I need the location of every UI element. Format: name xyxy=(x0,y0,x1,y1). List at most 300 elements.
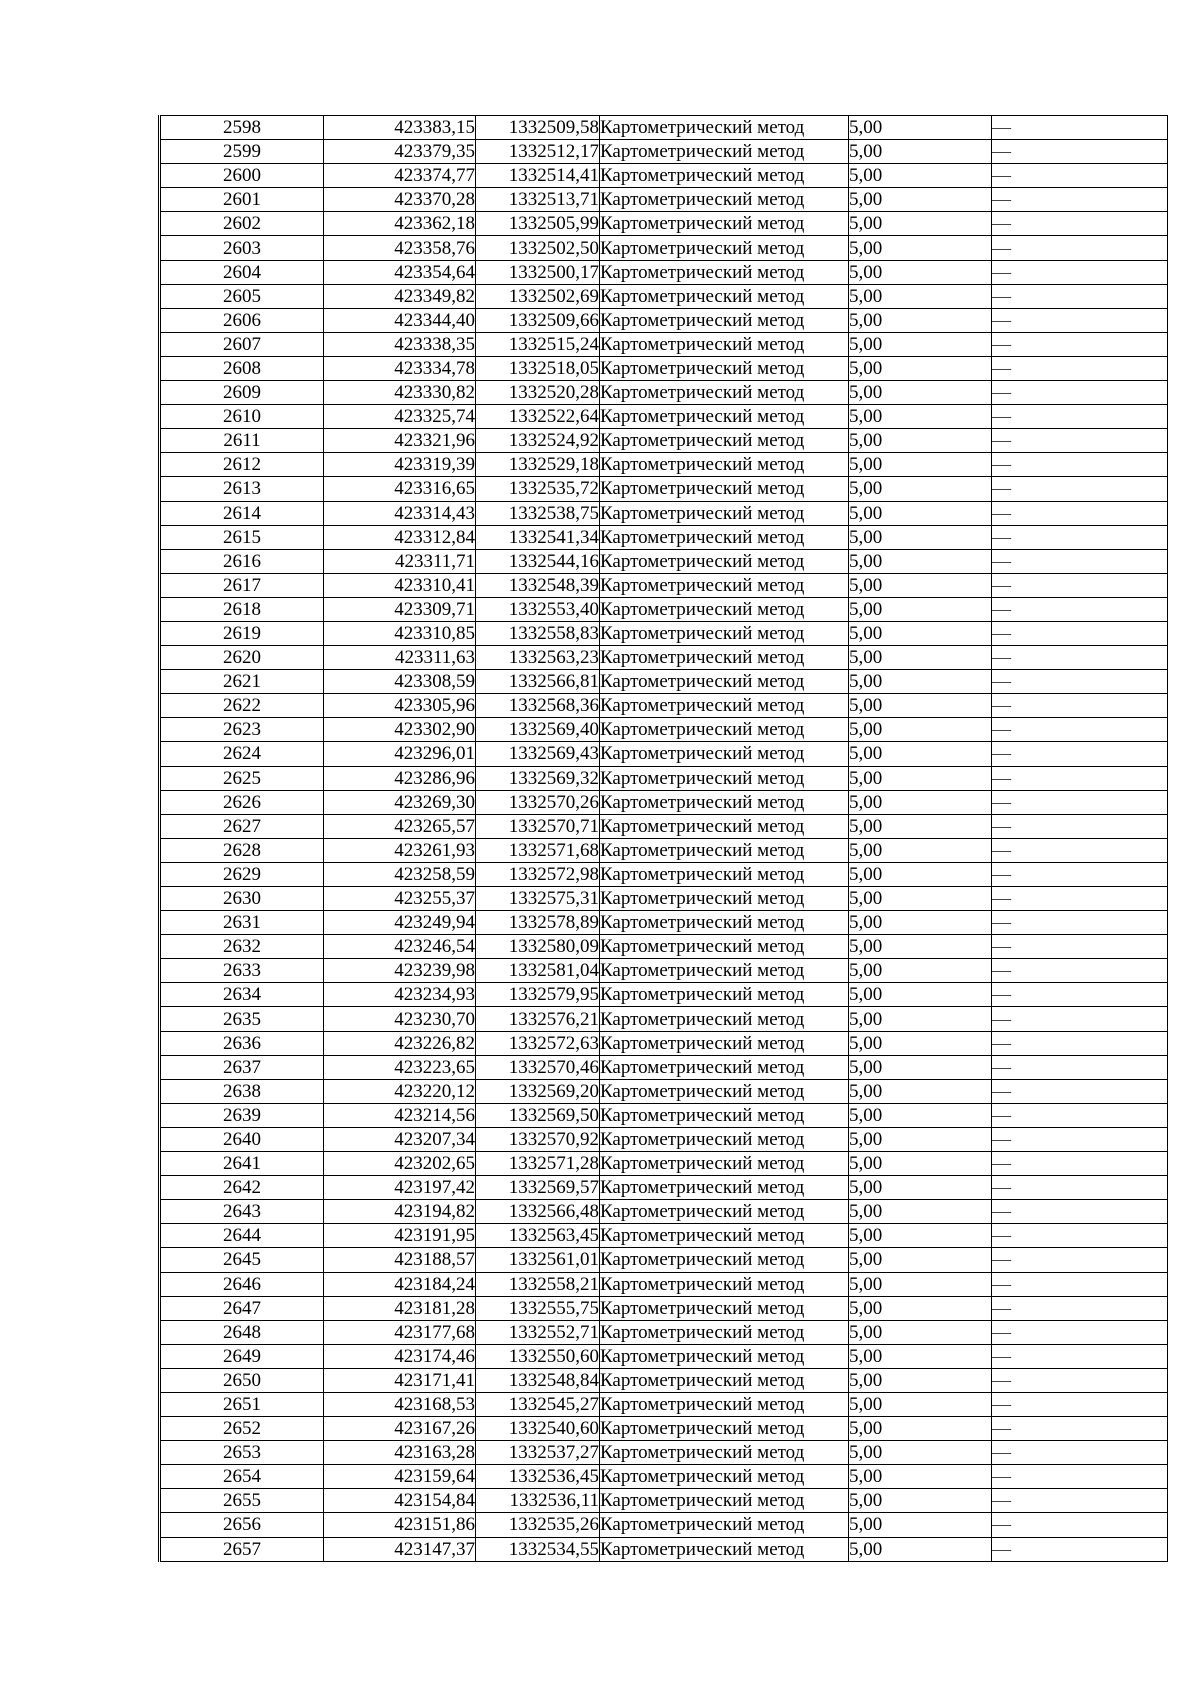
table-row xyxy=(160,814,1168,838)
x-coordinate-cell: 423214,56 xyxy=(324,1103,476,1127)
point-number-cell: 2615 xyxy=(160,525,324,549)
point-number-cell: 2628 xyxy=(160,838,324,862)
accuracy-cell: 5,00 xyxy=(849,887,992,911)
note-cell: — xyxy=(992,959,1168,983)
method-cell: Картометрический метод xyxy=(600,429,849,453)
y-coordinate-cell: 1332544,16 xyxy=(476,549,600,573)
method-cell: Картометрический метод xyxy=(600,405,849,429)
note-cell: — xyxy=(992,935,1168,959)
point-number-cell: 2614 xyxy=(160,501,324,525)
method-cell: Картометрический метод xyxy=(600,1368,849,1392)
point-number-cell: 2623 xyxy=(160,718,324,742)
method-cell: Картометрический метод xyxy=(600,718,849,742)
x-coordinate-cell: 423191,95 xyxy=(324,1224,476,1248)
table-row xyxy=(160,1176,1168,1200)
x-coordinate-cell: 423261,93 xyxy=(324,838,476,862)
y-coordinate-cell: 1332553,40 xyxy=(476,597,600,621)
table-row xyxy=(160,597,1168,621)
y-coordinate-cell: 1332570,71 xyxy=(476,814,600,838)
y-coordinate-cell: 1332529,18 xyxy=(476,453,600,477)
y-coordinate-cell: 1332581,04 xyxy=(476,959,600,983)
table-row xyxy=(160,1079,1168,1103)
accuracy-cell: 5,00 xyxy=(849,621,992,645)
note-cell: — xyxy=(992,621,1168,645)
accuracy-cell: 5,00 xyxy=(849,308,992,332)
accuracy-cell: 5,00 xyxy=(849,453,992,477)
x-coordinate-cell: 423349,82 xyxy=(324,284,476,308)
note-cell: — xyxy=(992,1489,1168,1513)
y-coordinate-cell: 1332509,58 xyxy=(476,116,600,140)
accuracy-cell: 5,00 xyxy=(849,1392,992,1416)
y-coordinate-cell: 1332545,27 xyxy=(476,1392,600,1416)
table-row xyxy=(160,1152,1168,1176)
method-cell: Картометрический метод xyxy=(600,116,849,140)
x-coordinate-cell: 423258,59 xyxy=(324,862,476,886)
point-number-cell: 2648 xyxy=(160,1320,324,1344)
y-coordinate-cell: 1332566,81 xyxy=(476,670,600,694)
y-coordinate-cell: 1332540,60 xyxy=(476,1417,600,1441)
table-row xyxy=(160,477,1168,501)
table-row xyxy=(160,525,1168,549)
table-row xyxy=(160,1055,1168,1079)
point-number-cell: 2619 xyxy=(160,621,324,645)
note-cell: — xyxy=(992,260,1168,284)
accuracy-cell: 5,00 xyxy=(849,1031,992,1055)
method-cell: Картометрический метод xyxy=(600,381,849,405)
note-cell: — xyxy=(992,766,1168,790)
table-row xyxy=(160,1392,1168,1416)
table-row xyxy=(160,621,1168,645)
method-cell: Картометрический метод xyxy=(600,525,849,549)
table-row xyxy=(160,959,1168,983)
table-row xyxy=(160,188,1168,212)
y-coordinate-cell: 1332524,92 xyxy=(476,429,600,453)
accuracy-cell: 5,00 xyxy=(849,549,992,573)
point-number-cell: 2633 xyxy=(160,959,324,983)
y-coordinate-cell: 1332571,68 xyxy=(476,838,600,862)
point-number-cell: 2620 xyxy=(160,646,324,670)
note-cell: — xyxy=(992,1537,1168,1561)
method-cell: Картометрический метод xyxy=(600,1344,849,1368)
y-coordinate-cell: 1332518,05 xyxy=(476,356,600,380)
note-cell: — xyxy=(992,1441,1168,1465)
point-number-cell: 2639 xyxy=(160,1103,324,1127)
x-coordinate-cell: 423255,37 xyxy=(324,887,476,911)
note-cell: — xyxy=(992,1031,1168,1055)
note-cell: — xyxy=(992,1224,1168,1248)
x-coordinate-cell: 423194,82 xyxy=(324,1200,476,1224)
x-coordinate-cell: 423316,65 xyxy=(324,477,476,501)
point-number-cell: 2640 xyxy=(160,1127,324,1151)
table-row xyxy=(160,1296,1168,1320)
method-cell: Картометрический метод xyxy=(600,1320,849,1344)
point-number-cell: 2612 xyxy=(160,453,324,477)
x-coordinate-cell: 423358,76 xyxy=(324,236,476,260)
y-coordinate-cell: 1332520,28 xyxy=(476,381,600,405)
note-cell: — xyxy=(992,862,1168,886)
method-cell: Картометрический метод xyxy=(600,1296,849,1320)
accuracy-cell: 5,00 xyxy=(849,1248,992,1272)
note-cell: — xyxy=(992,140,1168,164)
accuracy-cell: 5,00 xyxy=(849,356,992,380)
method-cell: Картометрический метод xyxy=(600,887,849,911)
accuracy-cell: 5,00 xyxy=(849,525,992,549)
table-row xyxy=(160,116,1168,140)
table-row xyxy=(160,742,1168,766)
point-number-cell: 2617 xyxy=(160,573,324,597)
point-number-cell: 2622 xyxy=(160,694,324,718)
note-cell: — xyxy=(992,1392,1168,1416)
y-coordinate-cell: 1332568,36 xyxy=(476,694,600,718)
point-number-cell: 2636 xyxy=(160,1031,324,1055)
point-number-cell: 2616 xyxy=(160,549,324,573)
method-cell: Картометрический метод xyxy=(600,549,849,573)
table-row xyxy=(160,983,1168,1007)
method-cell: Картометрический метод xyxy=(600,1441,849,1465)
accuracy-cell: 5,00 xyxy=(849,766,992,790)
point-number-cell: 2599 xyxy=(160,140,324,164)
point-number-cell: 2618 xyxy=(160,597,324,621)
y-coordinate-cell: 1332536,45 xyxy=(476,1465,600,1489)
y-coordinate-cell: 1332535,26 xyxy=(476,1513,600,1537)
point-number-cell: 2627 xyxy=(160,814,324,838)
x-coordinate-cell: 423383,15 xyxy=(324,116,476,140)
x-coordinate-cell: 423354,64 xyxy=(324,260,476,284)
note-cell: — xyxy=(992,308,1168,332)
note-cell: — xyxy=(992,164,1168,188)
x-coordinate-cell: 423370,28 xyxy=(324,188,476,212)
point-number-cell: 2621 xyxy=(160,670,324,694)
note-cell: — xyxy=(992,501,1168,525)
accuracy-cell: 5,00 xyxy=(849,260,992,284)
note-cell: — xyxy=(992,236,1168,260)
accuracy-cell: 5,00 xyxy=(849,1152,992,1176)
y-coordinate-cell: 1332552,71 xyxy=(476,1320,600,1344)
note-cell: — xyxy=(992,1272,1168,1296)
accuracy-cell: 5,00 xyxy=(849,381,992,405)
y-coordinate-cell: 1332569,40 xyxy=(476,718,600,742)
x-coordinate-cell: 423184,24 xyxy=(324,1272,476,1296)
note-cell: — xyxy=(992,188,1168,212)
method-cell: Картометрический метод xyxy=(600,1248,849,1272)
y-coordinate-cell: 1332502,50 xyxy=(476,236,600,260)
point-number-cell: 2647 xyxy=(160,1296,324,1320)
table-row xyxy=(160,766,1168,790)
point-number-cell: 2653 xyxy=(160,1441,324,1465)
method-cell: Картометрический метод xyxy=(600,1055,849,1079)
y-coordinate-cell: 1332536,11 xyxy=(476,1489,600,1513)
table-row xyxy=(160,1007,1168,1031)
accuracy-cell: 5,00 xyxy=(849,332,992,356)
x-coordinate-cell: 423167,26 xyxy=(324,1417,476,1441)
point-number-cell: 2629 xyxy=(160,862,324,886)
note-cell: — xyxy=(992,356,1168,380)
point-number-cell: 2657 xyxy=(160,1537,324,1561)
accuracy-cell: 5,00 xyxy=(849,838,992,862)
accuracy-cell: 5,00 xyxy=(849,1320,992,1344)
y-coordinate-cell: 1332513,71 xyxy=(476,188,600,212)
point-number-cell: 2638 xyxy=(160,1079,324,1103)
method-cell: Картометрический метод xyxy=(600,1031,849,1055)
table-row xyxy=(160,164,1168,188)
y-coordinate-cell: 1332571,28 xyxy=(476,1152,600,1176)
table-row xyxy=(160,1344,1168,1368)
accuracy-cell: 5,00 xyxy=(849,1489,992,1513)
note-cell: — xyxy=(992,1417,1168,1441)
method-cell: Картометрический метод xyxy=(600,140,849,164)
accuracy-cell: 5,00 xyxy=(849,236,992,260)
x-coordinate-cell: 423374,77 xyxy=(324,164,476,188)
point-number-cell: 2643 xyxy=(160,1200,324,1224)
note-cell: — xyxy=(992,453,1168,477)
table-row xyxy=(160,308,1168,332)
x-coordinate-cell: 423265,57 xyxy=(324,814,476,838)
method-cell: Картометрический метод xyxy=(600,646,849,670)
point-number-cell: 2601 xyxy=(160,188,324,212)
point-number-cell: 2641 xyxy=(160,1152,324,1176)
note-cell: — xyxy=(992,1127,1168,1151)
accuracy-cell: 5,00 xyxy=(849,1272,992,1296)
point-number-cell: 2600 xyxy=(160,164,324,188)
y-coordinate-cell: 1332509,66 xyxy=(476,308,600,332)
point-number-cell: 2609 xyxy=(160,381,324,405)
point-number-cell: 2655 xyxy=(160,1489,324,1513)
method-cell: Картометрический метод xyxy=(600,1392,849,1416)
table-row xyxy=(160,1489,1168,1513)
note-cell: — xyxy=(992,525,1168,549)
method-cell: Картометрический метод xyxy=(600,308,849,332)
accuracy-cell: 5,00 xyxy=(849,1079,992,1103)
y-coordinate-cell: 1332572,98 xyxy=(476,862,600,886)
point-number-cell: 2645 xyxy=(160,1248,324,1272)
x-coordinate-cell: 423220,12 xyxy=(324,1079,476,1103)
note-cell: — xyxy=(992,646,1168,670)
table-row xyxy=(160,1537,1168,1561)
table-row xyxy=(160,429,1168,453)
method-cell: Картометрический метод xyxy=(600,1537,849,1561)
point-number-cell: 2650 xyxy=(160,1368,324,1392)
point-number-cell: 2630 xyxy=(160,887,324,911)
method-cell: Картометрический метод xyxy=(600,212,849,236)
x-coordinate-cell: 423362,18 xyxy=(324,212,476,236)
point-number-cell: 2625 xyxy=(160,766,324,790)
accuracy-cell: 5,00 xyxy=(849,501,992,525)
y-coordinate-cell: 1332563,23 xyxy=(476,646,600,670)
note-cell: — xyxy=(992,429,1168,453)
note-cell: — xyxy=(992,212,1168,236)
y-coordinate-cell: 1332558,21 xyxy=(476,1272,600,1296)
point-number-cell: 2651 xyxy=(160,1392,324,1416)
method-cell: Картометрический метод xyxy=(600,1224,849,1248)
x-coordinate-cell: 423310,41 xyxy=(324,573,476,597)
method-cell: Картометрический метод xyxy=(600,1272,849,1296)
method-cell: Картометрический метод xyxy=(600,621,849,645)
note-cell: — xyxy=(992,1200,1168,1224)
y-coordinate-cell: 1332576,21 xyxy=(476,1007,600,1031)
point-number-cell: 2632 xyxy=(160,935,324,959)
note-cell: — xyxy=(992,477,1168,501)
table-row xyxy=(160,935,1168,959)
point-number-cell: 2607 xyxy=(160,332,324,356)
y-coordinate-cell: 1332522,64 xyxy=(476,405,600,429)
accuracy-cell: 5,00 xyxy=(849,1368,992,1392)
method-cell: Картометрический метод xyxy=(600,1417,849,1441)
accuracy-cell: 5,00 xyxy=(849,1224,992,1248)
y-coordinate-cell: 1332569,20 xyxy=(476,1079,600,1103)
method-cell: Картометрический метод xyxy=(600,1152,849,1176)
x-coordinate-cell: 423319,39 xyxy=(324,453,476,477)
accuracy-cell: 5,00 xyxy=(849,718,992,742)
point-number-cell: 2654 xyxy=(160,1465,324,1489)
table-row xyxy=(160,1031,1168,1055)
method-cell: Картометрический метод xyxy=(600,1465,849,1489)
point-number-cell: 2626 xyxy=(160,790,324,814)
x-coordinate-cell: 423223,65 xyxy=(324,1055,476,1079)
x-coordinate-cell: 423310,85 xyxy=(324,621,476,645)
accuracy-cell: 5,00 xyxy=(849,284,992,308)
y-coordinate-cell: 1332580,09 xyxy=(476,935,600,959)
table-row xyxy=(160,1200,1168,1224)
accuracy-cell: 5,00 xyxy=(849,694,992,718)
method-cell: Картометрический метод xyxy=(600,1079,849,1103)
accuracy-cell: 5,00 xyxy=(849,116,992,140)
note-cell: — xyxy=(992,549,1168,573)
table-row xyxy=(160,718,1168,742)
x-coordinate-cell: 423311,71 xyxy=(324,549,476,573)
note-cell: — xyxy=(992,1368,1168,1392)
accuracy-cell: 5,00 xyxy=(849,1537,992,1561)
accuracy-cell: 5,00 xyxy=(849,814,992,838)
note-cell: — xyxy=(992,332,1168,356)
note-cell: — xyxy=(992,1007,1168,1031)
y-coordinate-cell: 1332514,41 xyxy=(476,164,600,188)
method-cell: Картометрический метод xyxy=(600,260,849,284)
accuracy-cell: 5,00 xyxy=(849,1007,992,1031)
x-coordinate-cell: 423197,42 xyxy=(324,1176,476,1200)
accuracy-cell: 5,00 xyxy=(849,1441,992,1465)
note-cell: — xyxy=(992,838,1168,862)
accuracy-cell: 5,00 xyxy=(849,429,992,453)
table-row xyxy=(160,381,1168,405)
point-number-cell: 2642 xyxy=(160,1176,324,1200)
y-coordinate-cell: 1332555,75 xyxy=(476,1296,600,1320)
method-cell: Картометрический метод xyxy=(600,790,849,814)
x-coordinate-cell: 423159,64 xyxy=(324,1465,476,1489)
table-row xyxy=(160,501,1168,525)
note-cell: — xyxy=(992,670,1168,694)
point-number-cell: 2644 xyxy=(160,1224,324,1248)
x-coordinate-cell: 423379,35 xyxy=(324,140,476,164)
x-coordinate-cell: 423321,96 xyxy=(324,429,476,453)
table-row xyxy=(160,838,1168,862)
x-coordinate-cell: 423230,70 xyxy=(324,1007,476,1031)
point-number-cell: 2598 xyxy=(160,116,324,140)
x-coordinate-cell: 423151,86 xyxy=(324,1513,476,1537)
note-cell: — xyxy=(992,1055,1168,1079)
x-coordinate-cell: 423330,82 xyxy=(324,381,476,405)
accuracy-cell: 5,00 xyxy=(849,597,992,621)
y-coordinate-cell: 1332563,45 xyxy=(476,1224,600,1248)
point-number-cell: 2631 xyxy=(160,911,324,935)
note-cell: — xyxy=(992,381,1168,405)
y-coordinate-cell: 1332550,60 xyxy=(476,1344,600,1368)
note-cell: — xyxy=(992,1176,1168,1200)
accuracy-cell: 5,00 xyxy=(849,1200,992,1224)
method-cell: Картометрический метод xyxy=(600,911,849,935)
x-coordinate-cell: 423338,35 xyxy=(324,332,476,356)
x-coordinate-cell: 423168,53 xyxy=(324,1392,476,1416)
method-cell: Картометрический метод xyxy=(600,453,849,477)
note-cell: — xyxy=(992,1152,1168,1176)
method-cell: Картометрический метод xyxy=(600,477,849,501)
method-cell: Картометрический метод xyxy=(600,188,849,212)
x-coordinate-cell: 423174,46 xyxy=(324,1344,476,1368)
point-number-cell: 2637 xyxy=(160,1055,324,1079)
y-coordinate-cell: 1332537,27 xyxy=(476,1441,600,1465)
y-coordinate-cell: 1332538,75 xyxy=(476,501,600,525)
table-row xyxy=(160,549,1168,573)
x-coordinate-cell: 423181,28 xyxy=(324,1296,476,1320)
method-cell: Картометрический метод xyxy=(600,670,849,694)
point-number-cell: 2635 xyxy=(160,1007,324,1031)
table-row xyxy=(160,694,1168,718)
accuracy-cell: 5,00 xyxy=(849,1344,992,1368)
y-coordinate-cell: 1332561,01 xyxy=(476,1248,600,1272)
method-cell: Картометрический метод xyxy=(600,284,849,308)
table-row xyxy=(160,1417,1168,1441)
y-coordinate-cell: 1332569,57 xyxy=(476,1176,600,1200)
accuracy-cell: 5,00 xyxy=(849,862,992,886)
y-coordinate-cell: 1332515,24 xyxy=(476,332,600,356)
accuracy-cell: 5,00 xyxy=(849,790,992,814)
table-row xyxy=(160,140,1168,164)
note-cell: — xyxy=(992,790,1168,814)
note-cell: — xyxy=(992,116,1168,140)
note-cell: — xyxy=(992,1296,1168,1320)
note-cell: — xyxy=(992,284,1168,308)
note-cell: — xyxy=(992,405,1168,429)
y-coordinate-cell: 1332502,69 xyxy=(476,284,600,308)
accuracy-cell: 5,00 xyxy=(849,646,992,670)
table-row xyxy=(160,1320,1168,1344)
point-number-cell: 2656 xyxy=(160,1513,324,1537)
note-cell: — xyxy=(992,1344,1168,1368)
point-number-cell: 2604 xyxy=(160,260,324,284)
point-number-cell: 2605 xyxy=(160,284,324,308)
note-cell: — xyxy=(992,983,1168,1007)
note-cell: — xyxy=(992,742,1168,766)
accuracy-cell: 5,00 xyxy=(849,477,992,501)
accuracy-cell: 5,00 xyxy=(849,1055,992,1079)
note-cell: — xyxy=(992,1513,1168,1537)
y-coordinate-cell: 1332505,99 xyxy=(476,212,600,236)
y-coordinate-cell: 1332541,34 xyxy=(476,525,600,549)
x-coordinate-cell: 423308,59 xyxy=(324,670,476,694)
accuracy-cell: 5,00 xyxy=(849,670,992,694)
accuracy-cell: 5,00 xyxy=(849,212,992,236)
note-cell: — xyxy=(992,1465,1168,1489)
x-coordinate-cell: 423234,93 xyxy=(324,983,476,1007)
x-coordinate-cell: 423314,43 xyxy=(324,501,476,525)
x-coordinate-cell: 423334,78 xyxy=(324,356,476,380)
table-row xyxy=(160,453,1168,477)
method-cell: Картометрический метод xyxy=(600,597,849,621)
method-cell: Картометрический метод xyxy=(600,1489,849,1513)
x-coordinate-cell: 423286,96 xyxy=(324,766,476,790)
point-number-cell: 2652 xyxy=(160,1417,324,1441)
note-cell: — xyxy=(992,1248,1168,1272)
accuracy-cell: 5,00 xyxy=(849,164,992,188)
